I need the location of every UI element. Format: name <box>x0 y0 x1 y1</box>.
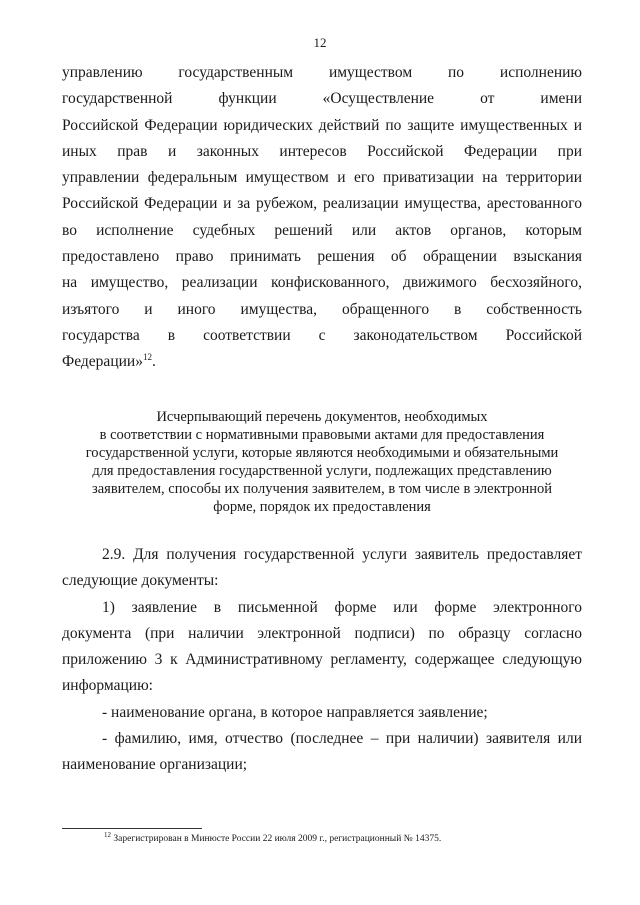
end-punctuation: . <box>151 353 156 371</box>
paragraph-continuation <box>62 60 582 376</box>
heading-line: в соответствии с нормативными правовыми актами для предоставления <box>99 427 545 443</box>
text-fragment: Федерации» <box>62 353 143 371</box>
paragraph-2-9 <box>62 542 582 779</box>
list-item: - фамилию, имя, отчество (последнее – при наличии) заявителя или <box>102 730 582 748</box>
text-line: Российской Федерации юридических действий по защите имущественных и <box>62 116 582 134</box>
heading-line: заявителем, способы их получения заявителем, в том числе в электронной <box>91 481 552 497</box>
text-line: управлению государственным имуществом по исполнению <box>62 64 582 81</box>
text-line: во исполнение судебных решений или актов органов, которым <box>62 221 582 239</box>
text-line: информацию: <box>62 677 153 695</box>
text-line: иных прав и законных интересов Российской Федерации при <box>62 142 582 160</box>
text-line: государства в соответствии с законодательством Российской <box>62 326 582 344</box>
footnote-number: 12 <box>104 830 111 839</box>
text-line-last <box>62 349 582 375</box>
heading-line: для предоставления государственной услуги, подлежащих представлению <box>92 463 552 479</box>
text-line: предоставлено право принимать решения об обращении взыскания <box>62 248 582 266</box>
text-line: 2.9. Для получения государственной услуги заявитель предоставляет <box>102 546 582 563</box>
footnote <box>104 830 442 844</box>
text-line: управлении федеральным имуществом и его приватизации на территории <box>62 169 582 187</box>
heading-line: государственной услуги, которые являются необходимыми и обязательными <box>85 445 559 461</box>
footnote-text: Зарегистрирован в Минюсте России 22 июля 2009 г., регистрационный № 14375. <box>111 834 442 844</box>
text-line: документа (при наличии электронной подписи) по образцу согласно <box>62 624 582 642</box>
heading-line: форме, порядок их предоставления <box>213 499 431 515</box>
page-number: 12 <box>313 35 327 50</box>
text-line: на имущество, реализации конфискованного, движимого бесхозяйного, <box>62 274 582 292</box>
footnote-divider <box>62 828 202 829</box>
text-line: изъятого и иного имущества, обращенного в собственность <box>62 300 582 318</box>
list-item: - наименование органа, в которое направляется заявление; <box>102 703 488 721</box>
text-line: 1) заявление в письменной форме или форме электронного <box>102 598 582 616</box>
text-line: наименование организации; <box>62 756 248 774</box>
text-line: приложению 3 к Административному регламенту, содержащее следующую <box>62 651 582 669</box>
section-heading <box>62 408 582 516</box>
text-line: Российской Федерации и за рубежом, реализации имущества, арестованного <box>62 195 582 213</box>
text-line: следующие документы: <box>62 572 219 590</box>
footnote-reference: 12 <box>142 352 152 363</box>
heading-line: Исчерпывающий перечень документов, необходимых <box>156 409 488 425</box>
text-line: государственной функции «Осуществление от имени <box>62 90 582 108</box>
